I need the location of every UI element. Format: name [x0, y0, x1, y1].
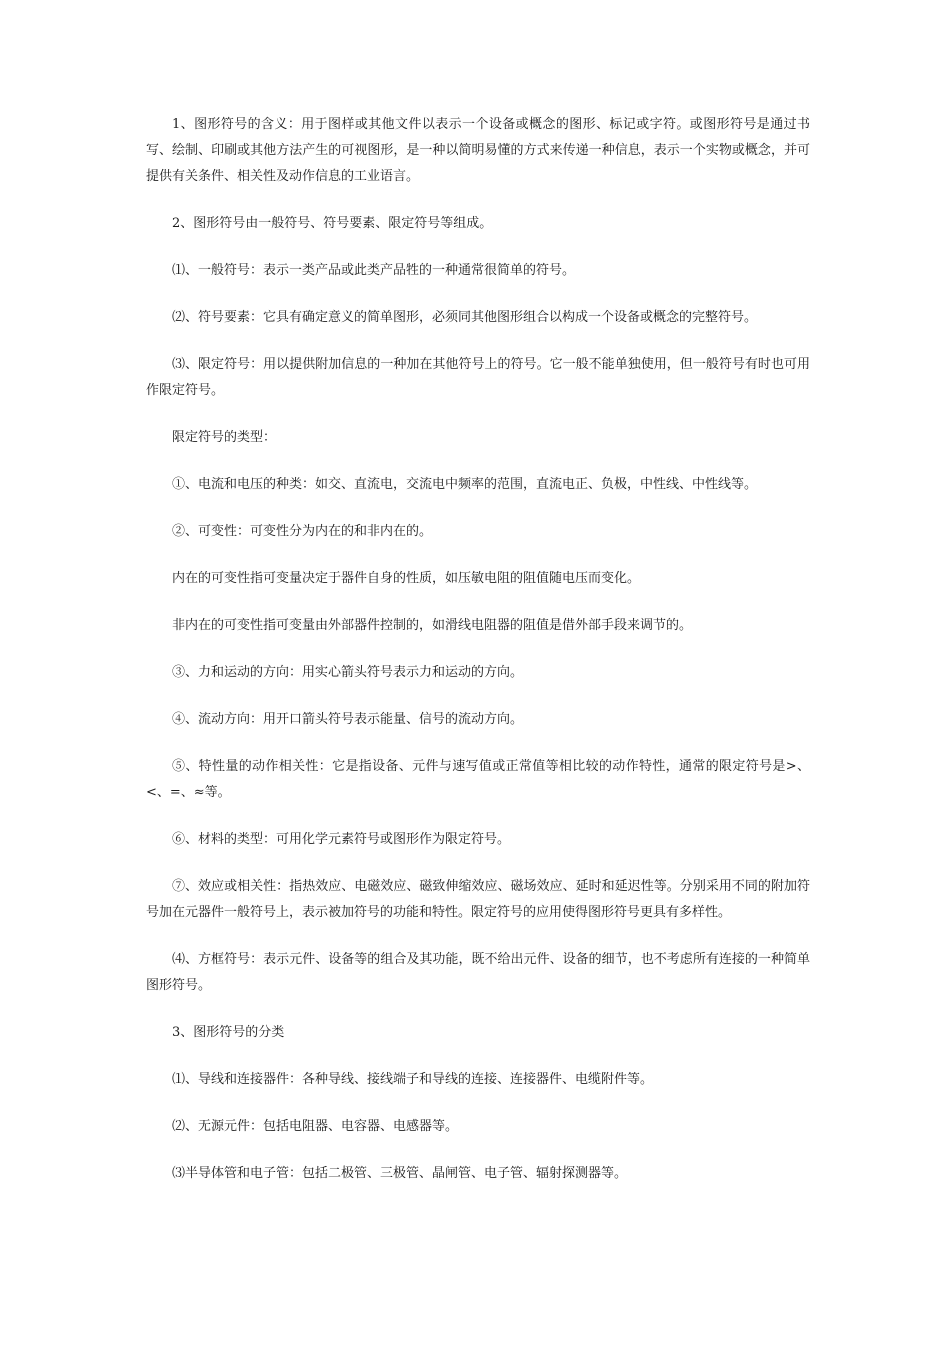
paragraph-force-motion: ③、力和运动的方向：用实心箭头符号表示力和运动的方向。 — [172, 665, 524, 680]
document-body — [146, 112, 810, 1208]
paragraph-effect-dependency: ⑦、效应或相关性：指热效应、电磁效应、磁致伸缩效应、磁场效应、延时和延迟性等。分别采用不同的附加符号加在元器件一般符号上，表示被加符号的功能和特性。限定符号的应用使得图形符号更具有多样性。 — [146, 879, 810, 920]
paragraph-current-voltage: ①、电流和电压的种类：如交、直流电，交流电中频率的范围，直流电正、负极，中性线、中性线等。 — [172, 477, 758, 492]
paragraph-flow-direction: ④、流动方向：用开口箭头符号表示能量、信号的流动方向。 — [172, 712, 524, 727]
paragraph-symbol-element: ⑵、符号要素：它具有确定意义的简单图形，必须同其他图形组合以构成一个设备或概念的完整符号。 — [172, 310, 758, 325]
paragraph-passive-components: ⑵、无源元件：包括电阻器、电容器、电感器等。 — [172, 1119, 459, 1134]
paragraph-intrinsic-variability: 内在的可变性指可变量决定于器件自身的性质，如压敏电阻的阻值随电压而变化。 — [172, 571, 641, 586]
paragraph-composition: 2、图形符号由一般符号、符号要素、限定符号等组成。 — [172, 216, 493, 231]
paragraph-general-symbol: ⑴、一般符号：表示一类产品或此类产品牲的一种通常很简单的符号。 — [172, 263, 576, 278]
paragraph-classification: 3、图形符号的分类 — [172, 1025, 285, 1040]
paragraph-extrinsic-variability: 非内在的可变性指可变量由外部器件控制的，如滑线电阻器的阻值是借外部手段来调节的。 — [172, 618, 693, 633]
paragraph-material-type: ⑥、材料的类型：可用化学元素符号或图形作为限定符号。 — [172, 832, 511, 847]
paragraph-definition: 1、图形符号的含义：用于图样或其他文件以表示一个设备或概念的图形、标记或字符。或图形符号是通过书写、绘制、印刷或其他方法产生的可视图形，是一种以简明易懂的方式来传递一种信息，表示一个实物或概念，并可提供有关条件、相关性及动作信息的工业语言。 — [146, 117, 810, 184]
paragraph-qualifying-types: 限定符号的类型： — [172, 430, 277, 445]
paragraph-variability: ②、可变性：可变性分为内在的和非内在的。 — [172, 524, 433, 539]
paragraph-characteristic-quantity: ⑤、特性量的动作相关性：它是指设备、元件与速写值或正常值等相比较的动作特性，通常的限定符号是>、<、=、≈等。 — [146, 759, 810, 800]
paragraph-block-symbol: ⑷、方框符号：表示元件、设备等的组合及其功能，既不给出元件、设备的细节，也不考虑所有连接的一种简单图形符号。 — [146, 952, 810, 993]
paragraph-wires-connectors: ⑴、导线和连接器件：各种导线、接线端子和导线的连接、连接器件、电缆附件等。 — [172, 1072, 654, 1087]
paragraph-qualifying-symbol: ⑶、限定符号：用以提供附加信息的一种加在其他符号上的符号。它一般不能单独使用，但一般符号有时也可用作限定符号。 — [146, 357, 810, 398]
paragraph-semiconductors: ⑶半导体管和电子管：包括二极管、三极管、晶闸管、电子管、辐射探测器等。 — [172, 1166, 628, 1181]
